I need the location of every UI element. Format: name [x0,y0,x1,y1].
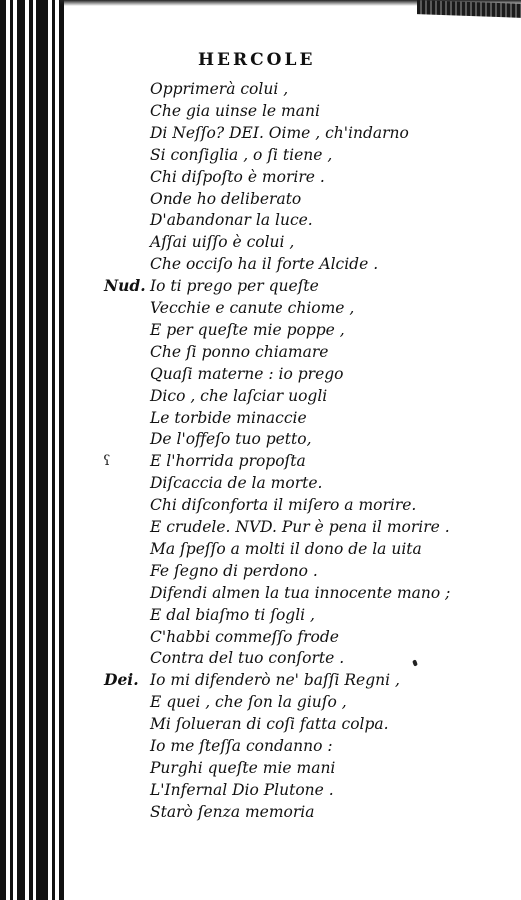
verse-text: Chi diſpoſto è morire . [150,167,325,186]
verse-text: Diſcaccia de la morte. [150,474,323,493]
verse-text: Quaſi materne : io prego [150,364,344,383]
verse-text: Le torbide minaccie [150,408,307,427]
page-clip [417,0,521,18]
verse-text: E quei , che ſon la giuſo , [150,693,347,712]
verse-text: C'habbi commeſſo frode [150,627,339,646]
verse-text: Che ſi ponno chiamare [150,342,329,361]
running-head: HERCOLE [198,50,316,70]
ink-spot [412,659,418,666]
verse-text: Onde ho deliberato [150,189,302,208]
verse-text: D'abandonar la luce. [150,211,313,230]
verse-text: De l'offeſo tuo petto, [150,430,312,449]
verse-text: Io mi difenderò ne' baſſi Regni , [150,671,400,690]
verse-text: Che gia uinse le mani [150,101,320,120]
margin-mark: ʕ [103,453,111,469]
speaker-label: Dei. [104,670,139,690]
verse-text: Chi diſconforta il miſero a morire. [150,496,417,515]
verse-text: Io ti prego per queſte [150,277,319,296]
verse-text: Fe ſegno di perdono . [150,561,318,580]
verse-text: Io me ſteſſa condanno : [150,737,333,755]
verse-text: E l'horrida propoſta [150,452,306,471]
verse-text: Purghi queſte mie mani [150,758,336,777]
top-edge [60,0,521,26]
verse-text: Dico , che laſciar uogli [150,386,328,405]
verse-text: Di Neſſo? DEI. Oime , ch'indarno [150,123,409,142]
verse-text: Vecchie e canute chiome , [150,299,355,317]
verse-text: Che occiſo ha il forte Alcide . [150,255,379,274]
speaker-label: Nud. [104,276,146,296]
verse-text: Difendi almen la tua innocente mano ; [150,583,451,602]
verse-text: Opprimerà colui , [150,80,289,98]
verse-text: E per queſte mie poppe , [150,320,345,339]
verse-text: E dal biaſmo ti ſogli , [150,605,315,624]
binding-gutter [0,0,78,900]
verse-text: Aſſai uiſſo è colui , [150,233,295,252]
verse-text: E crudele. NVD. Pur è pena il morire . [150,518,450,536]
verse-text: Ma ſpeſſo a molti il dono de la uita [150,539,422,558]
verse-text: L'Infernal Dio Plutone . [150,780,334,799]
verse-text: Contra del tuo conſorte . [150,649,345,668]
verse-text: Si conſiglia , o ſi tiene , [150,145,333,164]
verse-text: Starò ſenza memoria [150,802,315,821]
verse-text: Mi ſolueran di coſi fatta colpa. [150,715,389,734]
